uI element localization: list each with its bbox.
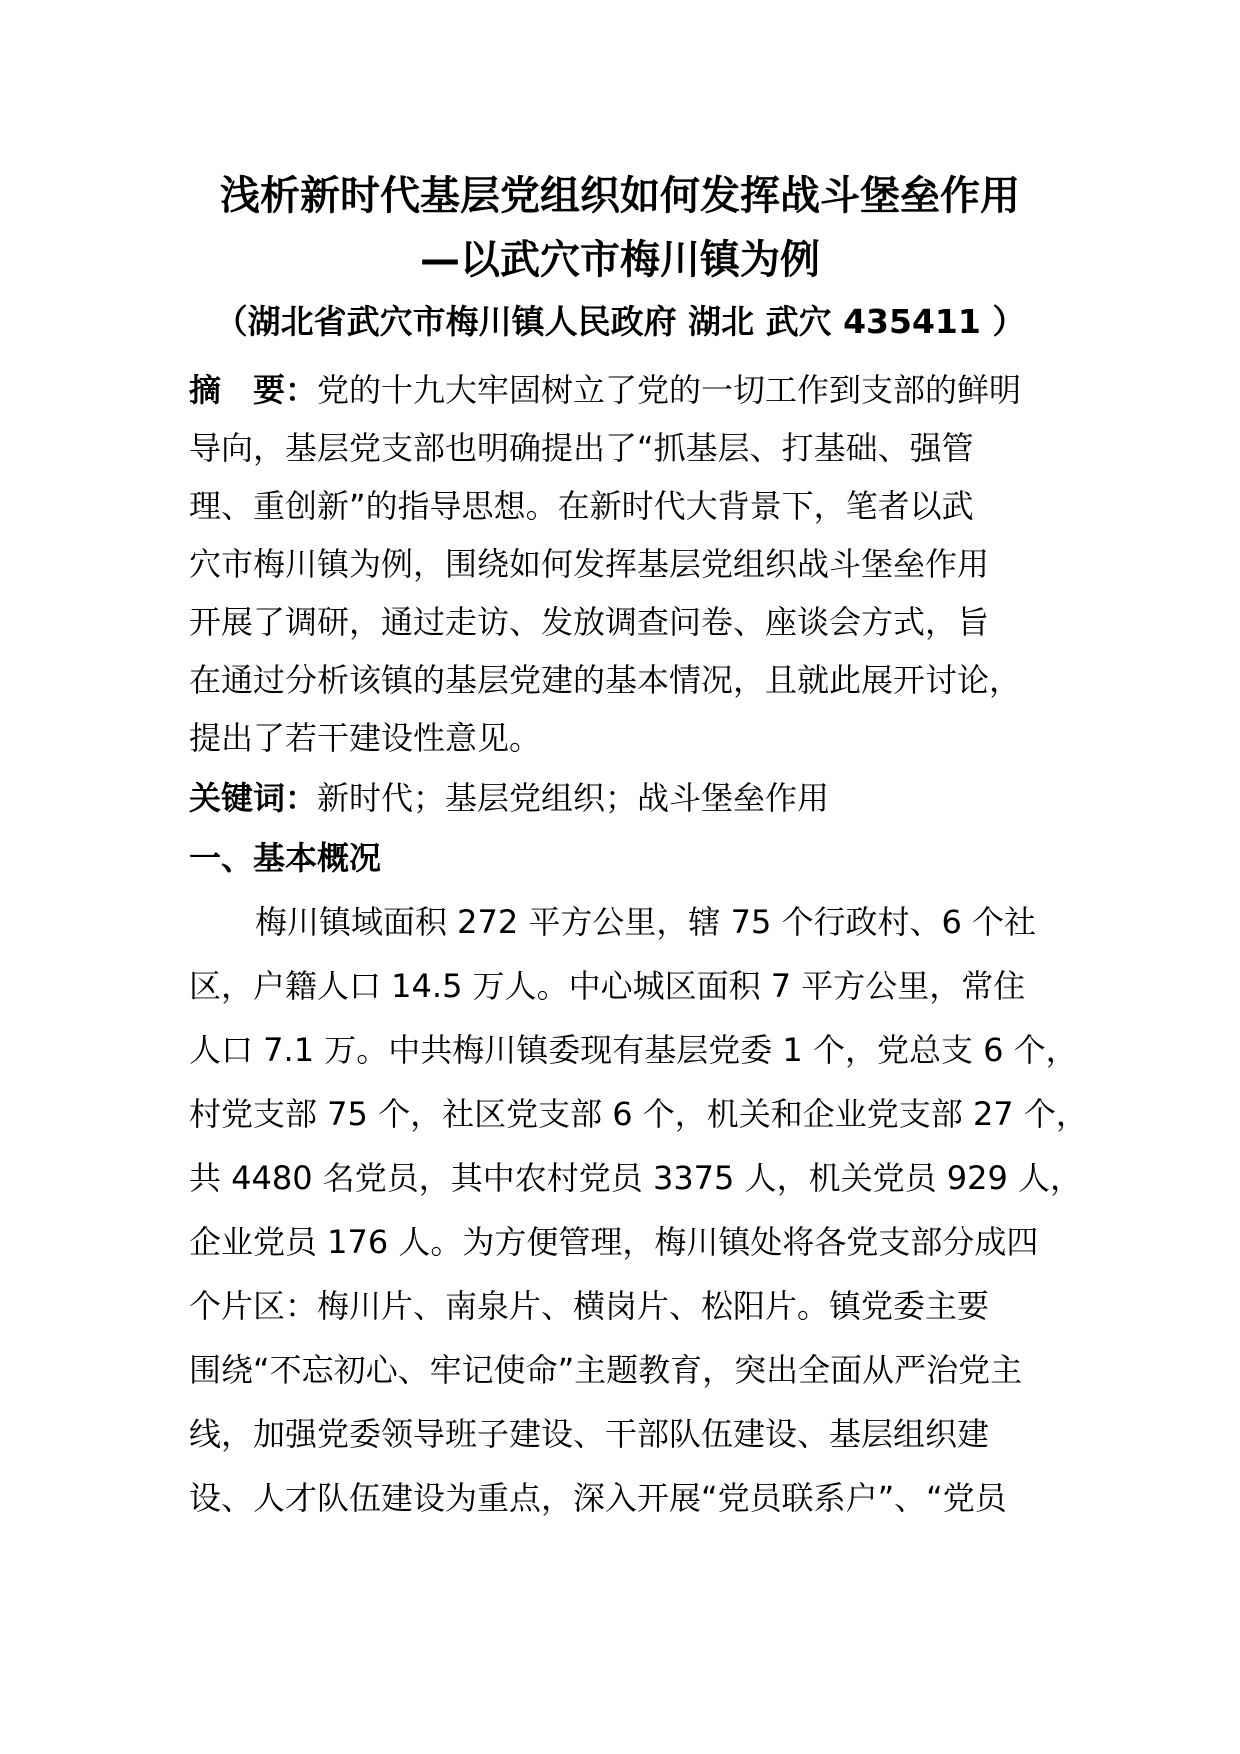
body-line: 村党支部 75 个，社区党支部 6 个，机关和企业党支部 27 个， <box>189 1095 1088 1133</box>
body-line: 梅川镇域面积 272 平方公里，辖 75 个行政村、6 个社 <box>255 903 1037 941</box>
author-affiliation: （湖北省武穴市梅川镇人民政府 湖北 武穴 435411 ） <box>214 302 1026 341</box>
abstract-line: 提出了若干建设性意见。 <box>189 719 542 757</box>
keywords-value: 新时代；基层党组织；战斗堡垒作用 <box>317 779 830 817</box>
keywords-line <box>189 776 829 820</box>
abstract-line: 在通过分析该镇的基层党建的基本情况，且就此展开讨论， <box>189 661 1022 699</box>
abstract-line: 导向，基层党支部也明确提出了“抓基层、打基础、强管 <box>189 429 974 467</box>
body-line: 人口 7.1 万。中共梅川镇委现有基层党委 1 个，党总支 6 个， <box>189 1031 1078 1069</box>
abstract-line-1 <box>189 368 1021 412</box>
body-line: 线，加强党委领导班子建设、干部队伍建设、基层组织建 <box>189 1415 990 1453</box>
body-line: 设、人才队伍建设为重点，深入开展“党员联系户”、“党员 <box>189 1479 1007 1517</box>
abstract-line: 理、重创新”的指导思想。在新时代大背景下，笔者以武 <box>189 487 974 525</box>
abstract-line: 开展了调研，通过走访、发放调查问卷、座谈会方式，旨 <box>189 603 990 641</box>
body-line: 共 4480 名党员，其中农村党员 3375 人，机关党员 929 人， <box>189 1159 1082 1197</box>
abstract-line: 穴市梅川镇为例，围绕如何发挥基层党组织战斗堡垒作用 <box>189 545 990 583</box>
document-title-line-1: 浅析新时代基层党组织如何发挥战斗堡垒作用 <box>220 173 1020 219</box>
body-line: 区，户籍人口 14.5 万人。中心城区面积 7 平方公里，常住 <box>189 967 1026 1005</box>
body-line: 企业党员 176 人。为方便管理，梅川镇处将各党支部分成四 <box>189 1223 1039 1261</box>
abstract-text: 党的十九大牢固树立了党的一切工作到支部的鲜明 <box>317 371 1022 409</box>
section-heading: 一、基本概况 <box>189 839 382 877</box>
abstract-label: 摘 要： <box>189 371 318 409</box>
body-line: 个片区：梅川片、南泉片、横岗片、松阳片。镇党委主要 <box>189 1287 990 1325</box>
keywords-label: 关键词： <box>189 779 318 817</box>
body-line: 围绕“不忘初心、牢记使命”主题教育，突出全面从严治党主 <box>189 1351 1023 1389</box>
document-title-line-2: —以武穴市梅川镇为例 <box>420 237 820 283</box>
